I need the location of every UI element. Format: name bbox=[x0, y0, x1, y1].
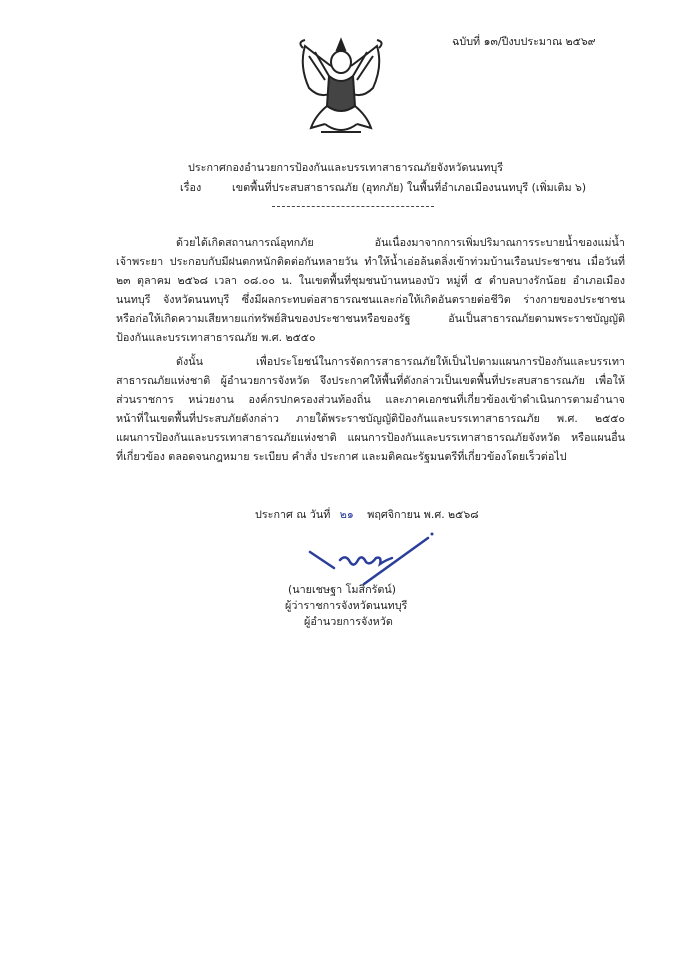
paragraph-line: ด้วยได้เกิดสถานการณ์อุทกภัย อันเนื่องมาจากการเพิ่มปริมาณการระบายน้ำของแม่น้ำ bbox=[176, 236, 625, 249]
divider bbox=[272, 206, 434, 207]
reference-number: ฉบับที่ ๑๓/ปีงบประมาณ ๒๕๖๙ bbox=[452, 35, 596, 48]
paragraph-line: นนทบุรี จังหวัดนนทบุรี ซึ่งมีผลกระทบต่อสาธารณชนและก่อให้เกิดอันตรายต่อชีวิต ร่างกายของประชาชน bbox=[116, 293, 625, 306]
date-month-year: พฤศจิกายน พ.ศ. ๒๕๖๘ bbox=[367, 508, 479, 521]
signer-position: ผู้ว่าราชการจังหวัดนนทบุรี bbox=[285, 599, 408, 612]
paragraph-line: เจ้าพระยา ประกอบกับมีฝนตกหนักติดต่อกันหลายวัน ทำให้น้ำเอ่อล้นตลิ่งเข้าท่วมบ้านเรือนประชาชน เมื่อวันที่ bbox=[116, 255, 625, 268]
paragraph-line: ส่วนราชการ หน่วยงาน องค์กรปกครองส่วนท้องถิ่น และภาคเอกชนที่เกี่ยวข้องเข้าดำเนินการตามอำนาจ bbox=[116, 393, 625, 406]
announcement-date bbox=[255, 507, 479, 523]
subject-label: เรื่อง bbox=[180, 181, 202, 194]
date-day: ๒๑ bbox=[339, 508, 354, 521]
paragraph-line: หน้าที่ในเขตพื้นที่ประสบภัยดังกล่าว ภายใต้พระราชบัญญัติป้องกันและบรรเทาสาธารณภัย พ.ศ. ๒๕๕๐ bbox=[116, 412, 625, 425]
paragraph-line: ๒๓ ตุลาคม ๒๕๖๘ เวลา ๐๘.๐๐ น. ในเขตพื้นที่ชุมชนบ้านหนองบัว หมู่ที่ ๕ ตำบลบางรักน้อย อำเภอเมือง bbox=[116, 274, 625, 287]
signature bbox=[300, 530, 440, 590]
paragraph-line: หรือก่อให้เกิดความเสียหายแก่ทรัพย์สินของประชาชนหรือของรัฐ อันเป็นสาธารณภัยตามพระราชบัญญัติ bbox=[116, 312, 625, 325]
paragraph-line: แผนการป้องกันและบรรเทาสาธารณภัยแห่งชาติ แผนการป้องกันและบรรเทาสาธารณภัยจังหวัด หรือแผนอื่น bbox=[116, 431, 625, 444]
paragraph-line: ที่เกี่ยวข้อง ตลอดจนกฎหมาย ระเบียบ คำสั่ง ประกาศ และมติคณะรัฐมนตรีที่เกี่ยวข้องโดยเร็วต่อไป bbox=[116, 450, 567, 463]
date-prefix: ประกาศ ณ วันที่ bbox=[255, 508, 331, 521]
garuda-emblem bbox=[295, 36, 387, 138]
signer-name: (นายเชษฐา โมสิกรัตน์) bbox=[288, 583, 397, 596]
paragraph-line: ดังนั้น เพื่อประโยชน์ในการจัดการสาธารณภัยให้เป็นไปตามแผนการป้องกันและบรรเทา bbox=[176, 355, 625, 368]
issuer-title: ประกาศกองอำนวยการป้องกันและบรรเทาสาธารณภัยจังหวัดนนทบุรี bbox=[188, 161, 504, 174]
paragraph-line: สาธารณภัยแห่งชาติ ผู้อำนวยการจังหวัด จึงประกาศให้พื้นที่ดังกล่าวเป็นเขตพื้นที่ประสบสาธารณภัย เพื่อให้ bbox=[116, 374, 625, 387]
signer-role: ผู้อำนวยการจังหวัด bbox=[304, 615, 393, 628]
subject-text: เขตพื้นที่ประสบสาธารณภัย (อุทกภัย) ในพื้นที่อำเภอเมืองนนทบุรี (เพิ่มเติม ๖) bbox=[232, 181, 587, 194]
paragraph-line: ป้องกันและบรรเทาสาธารณภัย พ.ศ. ๒๕๕๐ bbox=[116, 331, 316, 344]
